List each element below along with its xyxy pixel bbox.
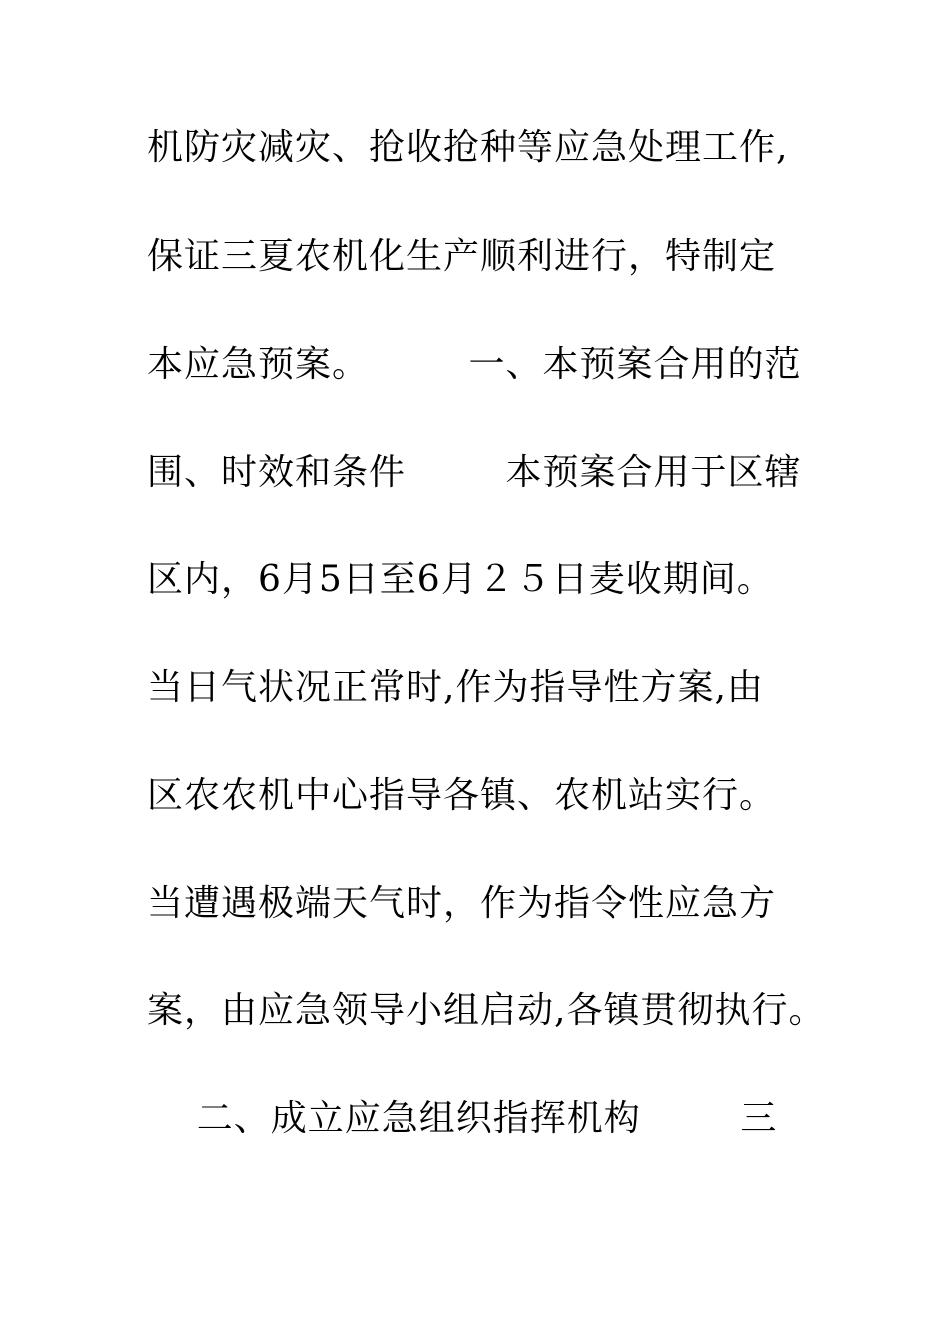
text-line: 本应急预案。 一、本预案合用的范: [147, 344, 802, 385]
text-line: 案，由应急领导小组启动,各镇贯彻执行。: [147, 990, 826, 1031]
text-line: 围、时效和条件 本预案合用于区辖: [147, 452, 802, 493]
text-line: 保证三夏农机化生产顺利进行，特制定: [147, 236, 777, 277]
text-line: 二、成立应急组织指挥机构 三: [147, 1098, 778, 1139]
text-line: 当遭遇极端天气时，作为指令性应急方: [147, 883, 777, 924]
text-line: 机防灾减灾、抢收抢种等应急处理工作,: [147, 127, 789, 168]
text-line: 当日气状况正常时,作为指导性方案,由: [147, 667, 764, 708]
text-line: 区内，6月5日至6月２５日麦收期间。: [147, 559, 774, 600]
text-line: 区农农机中心指导各镇、农机站实行。: [147, 775, 777, 816]
